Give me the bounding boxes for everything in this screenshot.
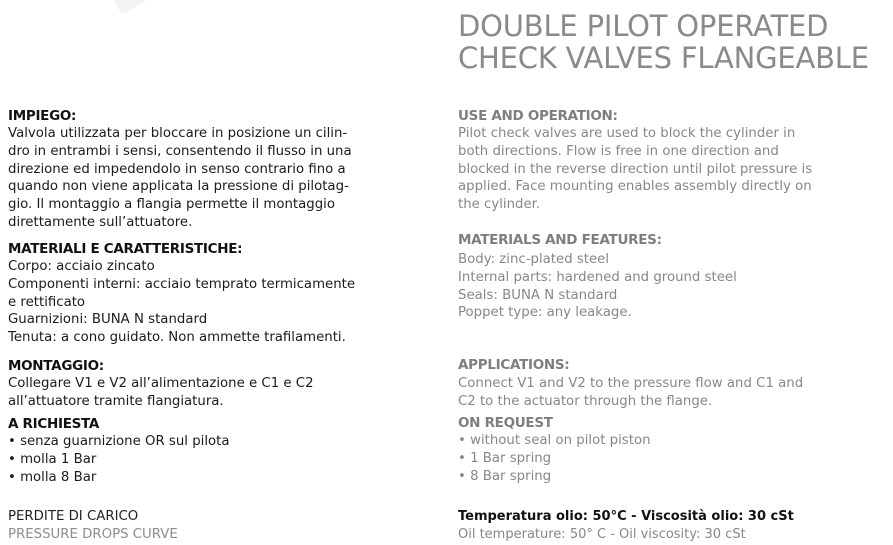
pressure-drops-label: PRESSURE DROPS CURVE bbox=[8, 526, 178, 542]
oil-temp-it: Temperatura olio: 50°C - Viscosità olio: 30 cSt bbox=[458, 509, 794, 524]
montaggio-text bbox=[8, 375, 368, 411]
title-line-2: CHECK VALVES FLANGEABLE bbox=[458, 41, 869, 75]
text-line: Body: zinc-plated steel bbox=[458, 252, 610, 267]
text-line: Valvola utilizzata per bloccare in posizione un cilin- bbox=[8, 126, 348, 141]
page-title bbox=[458, 10, 893, 74]
materials-heading: MATERIALS AND FEATURES: bbox=[458, 232, 662, 248]
list-item: • without seal on pilot piston bbox=[458, 432, 878, 450]
impiego-text bbox=[8, 125, 368, 232]
applications-heading: APPLICATIONS: bbox=[458, 357, 570, 373]
materiali-section bbox=[8, 241, 368, 347]
text-line: Corpo: acciaio zincato bbox=[8, 259, 155, 274]
text-line: quando non viene applicata la pressione di pilotag- bbox=[8, 179, 349, 195]
materials-section bbox=[458, 232, 878, 322]
list-item: • 1 Bar spring bbox=[458, 450, 878, 468]
use-heading: USE AND OPERATION: bbox=[458, 108, 618, 124]
richiesta-heading: A RICHIESTA bbox=[8, 416, 100, 432]
text-line: C2 to the actuator through the flange. bbox=[458, 393, 713, 409]
applications-text bbox=[458, 375, 878, 411]
text-line: direttamente sull’attuatore. bbox=[8, 214, 193, 230]
text-line: applied. Face mounting enables assembly directly on bbox=[458, 179, 812, 195]
text-line: the cylinder. bbox=[458, 197, 541, 213]
text-line: Internal parts: hardened and ground steel bbox=[458, 269, 737, 285]
text-line: both directions. Flow is free in one direction and bbox=[458, 143, 779, 159]
materiali-text bbox=[8, 258, 368, 347]
list-item: • senza guarnizione OR sul pilota bbox=[8, 433, 368, 451]
request-list bbox=[458, 432, 878, 485]
list-item: • 8 Bar spring bbox=[458, 468, 878, 486]
list-item: • molla 1 Bar bbox=[8, 451, 368, 469]
text-line: Collegare V1 e V2 all’alimentazione e C1 e C2 bbox=[8, 376, 314, 391]
title-line-1: DOUBLE PILOT OPERATED bbox=[458, 9, 829, 43]
impiego-heading: IMPIEGO: bbox=[8, 108, 77, 124]
text-line: Componenti interni: acciaio temprato termicamente bbox=[8, 276, 356, 292]
montaggio-section bbox=[8, 358, 368, 411]
list-item: • molla 8 Bar bbox=[8, 469, 368, 487]
impiego-section bbox=[8, 108, 368, 232]
richiesta-list bbox=[8, 433, 368, 486]
request-section bbox=[458, 415, 878, 485]
richiesta-section bbox=[8, 416, 368, 486]
materials-text bbox=[458, 251, 878, 322]
materiali-heading: MATERIALI E CARATTERISTICHE: bbox=[8, 241, 243, 257]
oil-temp-en: Oil temperature: 50° C - Oil viscosity: 30 cSt bbox=[458, 526, 746, 542]
oil-section bbox=[458, 508, 888, 544]
text-line: Seals: BUNA N standard bbox=[458, 287, 618, 303]
request-heading: ON REQUEST bbox=[458, 415, 553, 431]
text-line: Guarnizioni: BUNA N standard bbox=[8, 312, 208, 328]
text-line: direzione ed impedendolo in senso contrario fino a bbox=[8, 161, 346, 177]
applications-section bbox=[458, 357, 878, 411]
text-line: Tenuta: a cono guidato. Non ammette trafilamenti. bbox=[8, 330, 346, 346]
text-line: dro in entrambi i sensi, consentendo il flusso in una bbox=[8, 143, 352, 159]
use-text bbox=[458, 125, 878, 214]
montaggio-heading: MONTAGGIO: bbox=[8, 358, 104, 374]
decorative-shape bbox=[102, 0, 148, 15]
text-line: gio. Il montaggio a flangia permette il montaggio bbox=[8, 197, 336, 213]
curve-section bbox=[8, 508, 368, 544]
text-line: Poppet type: any leakage. bbox=[458, 305, 632, 321]
text-line: Pilot check valves are used to block the cylinder in bbox=[458, 126, 796, 141]
text-line: all’attuatore tramite flangiatura. bbox=[8, 393, 224, 409]
perdite-label: PERDITE DI CARICO bbox=[8, 509, 139, 524]
use-section bbox=[458, 108, 878, 214]
text-line: e rettificato bbox=[8, 294, 86, 310]
text-line: blocked in the reverse direction until pilot pressure is bbox=[458, 161, 813, 177]
text-line: Connect V1 and V2 to the pressure flow and C1 and bbox=[458, 376, 804, 391]
